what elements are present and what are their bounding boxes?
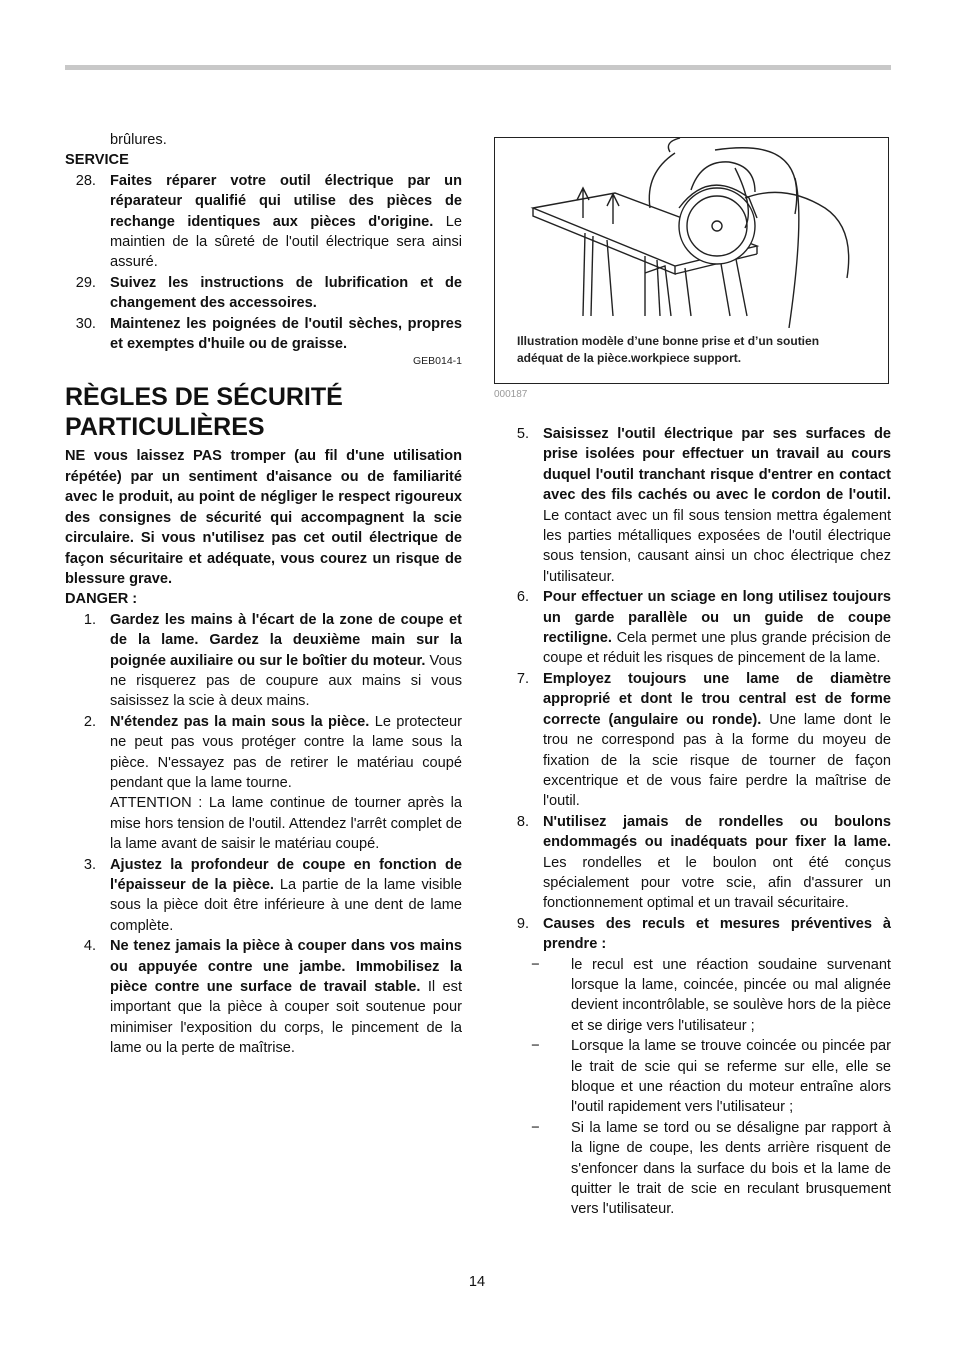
item-text: Le maintien de la sûreté de l'outil électrique sera ainsi assuré.: [110, 213, 462, 271]
sub-item-text: Si la lame se tord ou se désaligne par rapport à la ligne de coupe, les dents arrière risquent de s'enfoncer dans la surface du bois et la lame de quitter le trait de scie en reculant brusquement vers l'utilisateur.: [571, 1119, 891, 1218]
item-bold-text: Causes des reculs et mesures préventives à prendre :: [543, 915, 891, 953]
list-item: [65, 610, 462, 712]
list-item: [498, 587, 891, 669]
item-number: 29.: [75, 274, 96, 291]
circular-saw-illustration: [495, 138, 888, 328]
section-title-line1: RÈGLES DE SÉCURITÉ: [65, 383, 343, 412]
item-number: 8.: [516, 813, 529, 830]
item-text: Il est important que la pièce à couper soit soutenue pour minimiser l'exposition du corps, le pincement de la lame ou la perte de maîtrise.: [110, 979, 462, 1057]
list-item: [65, 171, 462, 273]
service-heading: SERVICE: [65, 152, 129, 169]
left-column: [65, 130, 462, 1059]
item-number: 4.: [83, 938, 96, 955]
item-text: Le contact avec un fil sous tension mettra également les parties métalliques exposées de l'outil électrique sous tension, causant ainsi un choc électrique chez l'utilisateur.: [543, 507, 891, 585]
item-bold-text: Saisissez l'outil électrique par ses surfaces de prise isolées pour effectuer un travail au cours duquel l'outil tranchant risque d'entrer en contact avec des fils cachés ou avec le cordon de l'outil.: [543, 426, 891, 504]
section-title-line2: PARTICULIÈRES: [65, 413, 265, 442]
right-column: [498, 424, 891, 1220]
list-item: [65, 855, 462, 937]
item-number: 6.: [516, 589, 529, 606]
continuation-text: brûlures.: [110, 132, 167, 148]
item-number: 5.: [516, 426, 529, 442]
item-text: Le protecteur ne peut pas vous protéger contre la lame sous la pièce. N'essayez pas de retirer le matériau coupé pendant que la lame tourne.: [110, 713, 462, 791]
list-item: [65, 273, 462, 314]
list-item: [498, 812, 891, 914]
item-number: 30.: [75, 315, 96, 332]
sub-list-item: [498, 1118, 891, 1220]
item-text: Une lame dont le trou ne correspond pas à la forme du moyeu de fixation de la scie risque de tourner de façon excentrique et de vous faire perdre la maîtrise de l'outil.: [543, 711, 891, 810]
page-number: 14: [468, 1274, 486, 1290]
list-item: [498, 424, 891, 587]
header-rule: [65, 65, 891, 70]
figure-reference: 000187: [494, 389, 528, 400]
figure-caption: Illustration modèle d’une bonne prise et d’un soutien adéquat de la pièce.workpiece support.: [517, 334, 820, 365]
list-item: [65, 314, 462, 355]
item-number: 28.: [75, 172, 96, 189]
item-number: 9.: [516, 915, 529, 932]
item-text: Cela permet une plus grande précision de coupe et réduit les risques de pincement de la lame.: [543, 630, 891, 667]
reference-code: GEB014-1: [412, 355, 462, 368]
item-bold-text: Pour effectuer un sciage en long utilisez toujours un garde parallèle ou un guide de coupe rectiligne.: [543, 589, 891, 647]
item-bold-text: Employez toujours une lame de diamètre approprié et dont le trou central est de forme correcte (angulaire ou ronde).: [543, 670, 891, 728]
section-title: [65, 382, 462, 442]
item-text: Les rondelles et le boulon ont été conçus spécialement pour votre scie, afin d'assurer un fonctionnement optimal et un travail sécuritaire.: [543, 854, 891, 912]
item-bold-text: N'utilisez jamais de rondelles ou boulons endommagés ou inadéquats pour fixer la lame.: [543, 813, 891, 851]
attention-note: ATTENTION : La lame continue de tourner après la mise hors tension de l'outil. Attendez l'arrêt complet de la lame avant de saisir le matériau coupé.: [110, 795, 462, 853]
item-text: Vous ne risquerez pas de coupure aux mains si vous saisissez la scie à deux mains.: [110, 652, 463, 710]
item-number: 7.: [516, 670, 529, 687]
item-bold-text: Faites réparer votre outil électrique par un réparateur qualifié qui utilise des pièces de rechange identiques aux pièces d'origine.: [110, 172, 462, 230]
intro-paragraph: NE vous laissez PAS tromper (au fil d'une utilisation répétée) par un sentiment d'aisance ou de familiarité avec le produit, au point de négliger le respect rigoureux des consignes de sécurité qui accompagnent la scie circulaire. Si vous n'utilisez pas cet outil électrique de façon sécuritaire et adéquate, vous courez un risque de blessure grave.: [65, 448, 462, 587]
item-number: 1.: [83, 611, 96, 628]
item-bold-text: Gardez les mains à l'écart de la zone de coupe et de la lame. Gardez la deuxième main sur la poignée auxiliaire ou sur le boîtier du moteur.: [110, 611, 462, 669]
item-bold-text: Ne tenez jamais la pièce à couper dans vos mains ou appuyée contre une jambe. Immobilisez la pièce contre une surface de travail stable.: [110, 938, 462, 996]
item-bold-text: N'étendez pas la main sous la pièce.: [110, 713, 370, 730]
illustration-frame: [494, 137, 889, 384]
item-text: La partie de la lame visible sous la pièce doit être inférieure à une dent de lame complète.: [110, 877, 462, 934]
sub-item-text: Lorsque la lame se trouve coincée ou pincée par le trait de scie qui se referme sur elle, elle se bloque et une réaction du moteur entraîne alors l'outil rapidement vers l'utilisateur ;: [571, 1038, 891, 1116]
list-item: [498, 914, 891, 955]
item-bold-text: Suivez les instructions de lubrification et de changement des accessoires.: [110, 274, 462, 312]
list-item: [65, 712, 462, 794]
list-item: [65, 936, 462, 1058]
dash-bullet: −: [531, 1038, 540, 1055]
item-bold-text: Ajustez la profondeur de coupe en fonction de l'épaisseur de la pièce.: [110, 856, 462, 893]
sub-item-text: le recul est une réaction soudaine survenant lorsque la lame, coincée, pincée ou mal alignée devient incontrôlable, se soulève hors de la pièce et se dirige vers l'utilisateur ;: [571, 956, 891, 1034]
dash-bullet: −: [531, 1119, 540, 1136]
sub-list-item: [498, 1036, 891, 1118]
list-item: [498, 669, 891, 812]
danger-heading: DANGER :: [65, 591, 138, 608]
item-number: 2.: [83, 713, 96, 730]
item-bold-text: Maintenez les poignées de l'outil sèches, propres et exemptes d'huile ou de graisse.: [110, 315, 462, 353]
dash-bullet: −: [531, 956, 540, 973]
item-number: 3.: [83, 856, 96, 873]
sub-list-item: [498, 955, 891, 1037]
